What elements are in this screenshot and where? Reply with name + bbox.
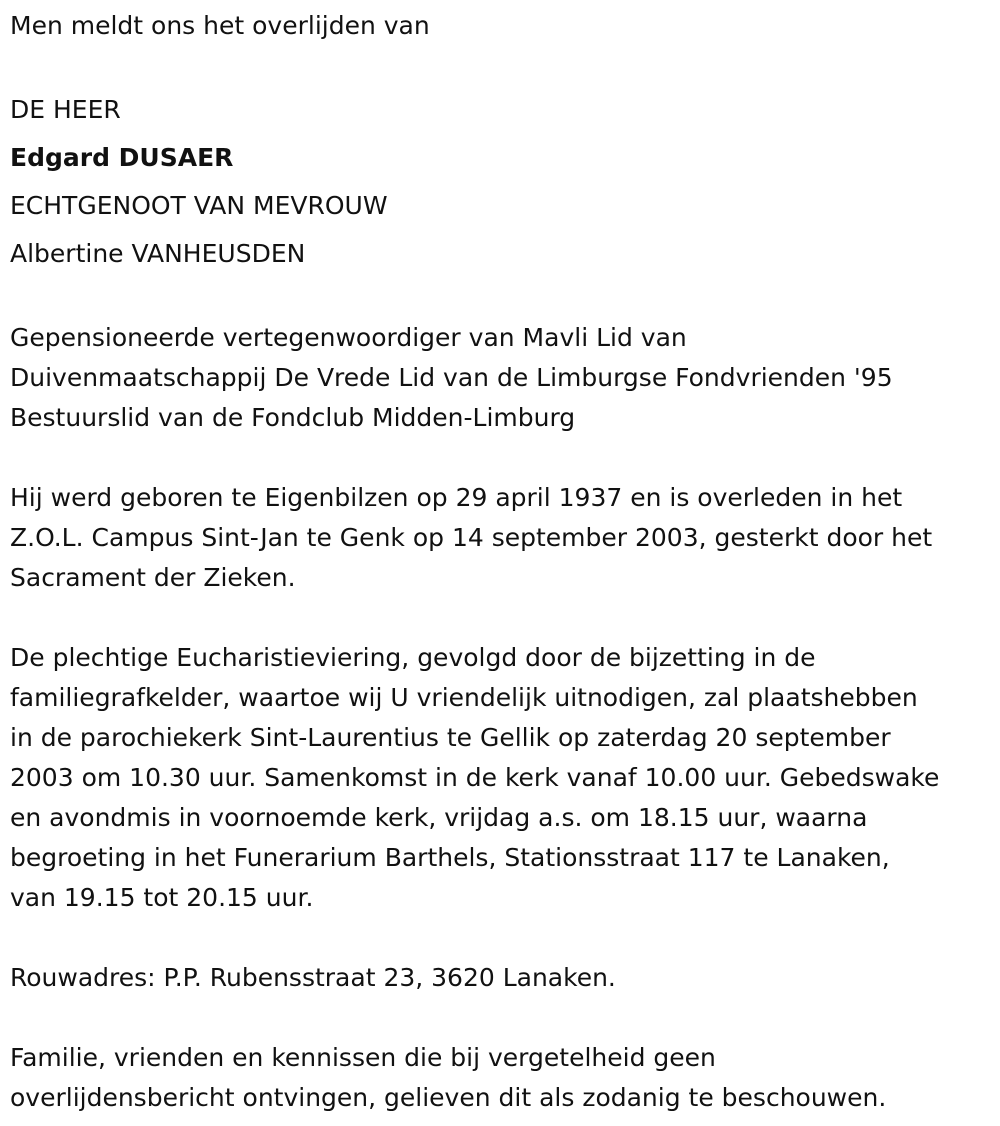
birth-line: Hij werd geboren te Eigenbilzen op 29 april 1937 en is overleden in het bbox=[10, 483, 903, 512]
intro-text: Men meldt ons het overlijden van bbox=[10, 11, 430, 40]
deceased-name: Edgard DUSAER bbox=[10, 143, 234, 172]
ceremony-line: van 19.15 tot 20.15 uur. bbox=[10, 883, 314, 912]
bio-line: Gepensioneerde vertegenwoordiger van Mavli Lid van bbox=[10, 323, 687, 352]
ceremony-line: De plechtige Eucharistieviering, gevolgd door de bijzetting in de bbox=[10, 643, 816, 672]
bio-line: Duivenmaatschappij De Vrede Lid van de Limburgse Fondvrienden '95 bbox=[10, 363, 893, 392]
ceremony-line: en avondmis in voornoemde kerk, vrijdag a.s. om 18.15 uur, waarna bbox=[10, 803, 868, 832]
spacer bbox=[10, 918, 990, 958]
bio-paragraph bbox=[10, 318, 990, 438]
closing-paragraph bbox=[10, 1038, 990, 1118]
closing-line: Familie, vrienden en kennissen die bij vergetelheid geen bbox=[10, 1043, 716, 1072]
birth-line: Z.O.L. Campus Sint-Jan te Genk op 14 september 2003, gesterkt door het bbox=[10, 523, 933, 552]
birth-paragraph bbox=[10, 478, 990, 598]
birth-line: Sacrament der Zieken. bbox=[10, 563, 296, 592]
ceremony-line: familiegrafkelder, waartoe wij U vriendelijk uitnodigen, zal plaatshebben bbox=[10, 683, 918, 712]
spacer bbox=[10, 46, 990, 86]
mourning-address: Rouwadres: P.P. Rubensstraat 23, 3620 Lanaken. bbox=[10, 963, 616, 992]
spacer bbox=[10, 998, 990, 1038]
ceremony-line: 2003 om 10.30 uur. Samenkomst in de kerk vanaf 10.00 uur. Gebedswake bbox=[10, 763, 940, 792]
spacer bbox=[10, 438, 990, 478]
title-prefix: DE HEER bbox=[10, 95, 121, 124]
ceremony-line: in de parochiekerk Sint-Laurentius te Gellik op zaterdag 20 september bbox=[10, 723, 891, 752]
spouse-name: Albertine VANHEUSDEN bbox=[10, 239, 306, 268]
ceremony-paragraph bbox=[10, 638, 990, 918]
spacer bbox=[10, 598, 990, 638]
ceremony-line: begroeting in het Funerarium Barthels, Stationsstraat 117 te Lanaken, bbox=[10, 843, 890, 872]
bio-line: Bestuurslid van de Fondclub Midden-Limburg bbox=[10, 403, 576, 432]
spouse-prefix: ECHTGENOOT VAN MEVROUW bbox=[10, 191, 388, 220]
spacer bbox=[10, 278, 990, 318]
closing-line: overlijdensbericht ontvingen, gelieven dit als zodanig te beschouwen. bbox=[10, 1083, 887, 1112]
